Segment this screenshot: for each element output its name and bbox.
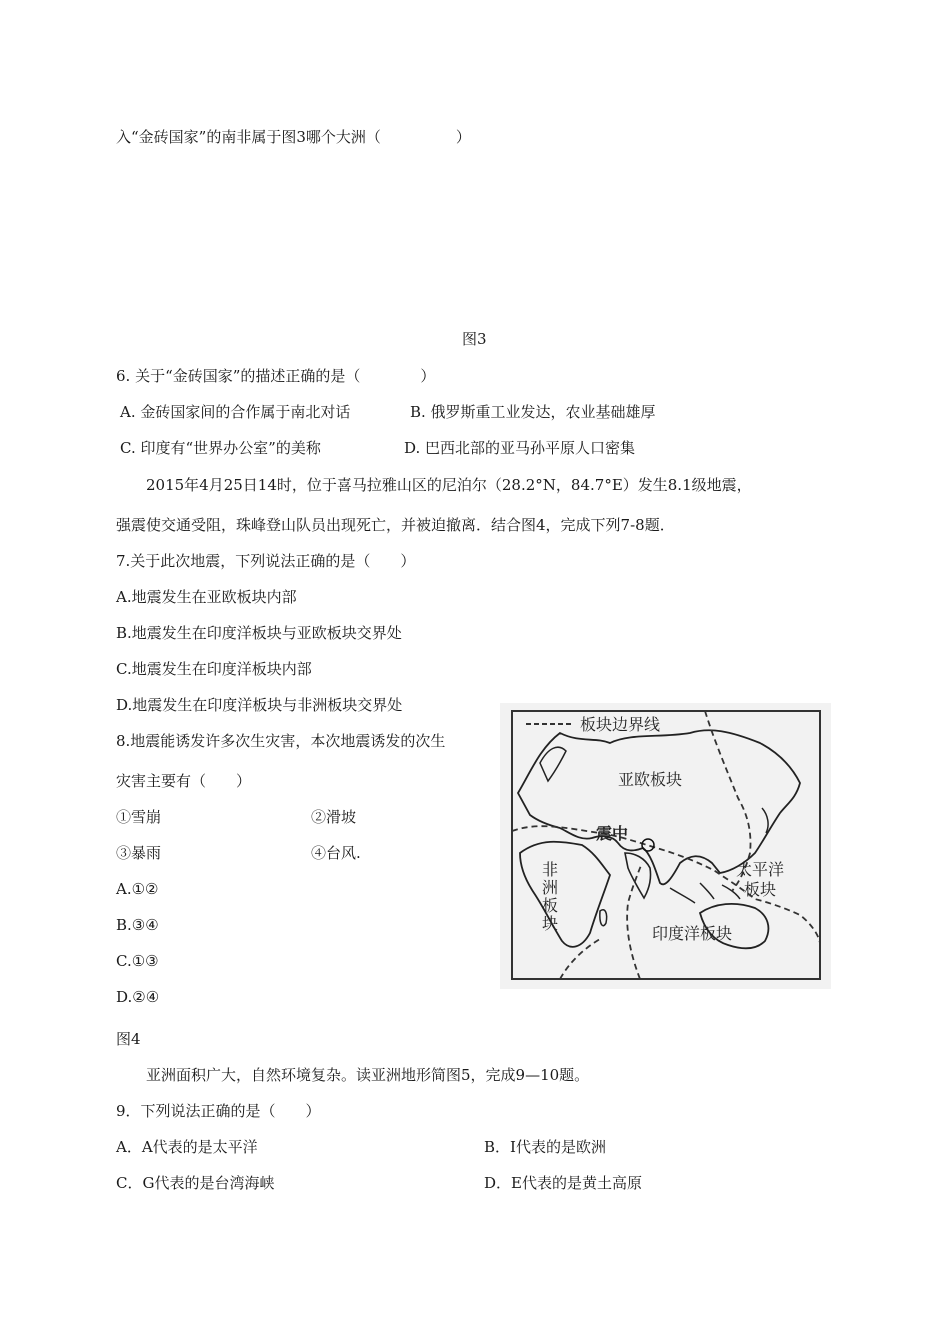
question-7-option-b: B.地震发生在印度洋板块与亚欧板块交界处 [116,624,402,642]
question-8-choice-3: ③暴雨 [116,844,162,862]
pacific-plate-label-line-2: 板块 [744,880,777,899]
question-6-option-b: B. 俄罗斯重工业发达，农业基础雄厚 [410,403,656,421]
question-8-choice-2: ②滑坡 [311,808,357,826]
intro-line: 入“金砖国家”的南非属于图3哪个大洲（ ） [116,128,471,146]
madagascar-outline [600,910,607,926]
question-9-option-d: D．E代表的是黄土高原 [484,1174,642,1192]
indian-ocean-plate-label: 印度洋板块 [652,924,733,943]
question-7-option-a: A.地震发生在亚欧板块内部 [116,588,297,606]
question-8-option-a: A.①② [116,880,159,898]
question-6-stem: 6. 关于“金砖国家”的描述正确的是（ ） [116,367,436,385]
asia-passage: 亚洲面积广大，自然环境复杂。读亚洲地形简图5，完成9—10题。 [146,1066,590,1084]
question-8-choice-1: ①雪崩 [116,808,162,826]
african-plate-label-char-3: 板 [542,896,559,915]
plate-boundary-map [500,703,831,989]
question-9-option-a: A．A代表的是太平洋 [116,1138,258,1156]
question-9-stem: 9．下列说法正确的是（ ） [116,1102,321,1120]
epicenter-marker [642,839,654,851]
question-6-option-d: D. 巴西北部的亚马孙平原人口密集 [404,439,636,457]
question-7-stem: 7.关于此次地震，下列说法正确的是（ ） [116,552,416,570]
question-7-option-c: C.地震发生在印度洋板块内部 [116,660,312,678]
question-8-choice-4: ④台风. [311,844,361,862]
scandinavia-outline [540,747,566,781]
question-8-option-b: B.③④ [116,916,159,934]
japan-outline [762,808,768,833]
eurasian-plate-label: 亚欧板块 [618,770,683,789]
earthquake-passage-line-1: 2015年4月25日14时，位于喜马拉雅山区的尼泊尔（28.2°N，84.7°E）发生8.1级地震， [146,476,752,494]
africa-outline [520,842,610,947]
question-7-option-d: D.地震发生在印度洋板块与非洲板块交界处 [116,696,403,714]
question-9-option-c: C．G代表的是台湾海峡 [116,1174,275,1192]
question-6-option-a: A. 金砖国家间的合作属于南北对话 [120,403,351,421]
question-8-option-c: C.①③ [116,952,159,970]
african-plate-label-char-4: 块 [542,914,559,933]
question-8-option-d: D.②④ [116,988,160,1006]
southeast-asia-islands [670,883,740,903]
african-plate-label-char-2: 洲 [542,878,559,897]
question-8-stem-line-1: 8.地震能诱发许多次生灾害，本次地震诱发的次生 [116,732,446,750]
india-outline [625,853,651,898]
african-plate-label-char-1: 非 [542,860,559,879]
question-6-option-c: C. 印度有“世界办公室”的美称 [120,439,321,457]
earthquake-passage-line-2: 强震使交通受阻，珠峰登山队员出现死亡，并被迫撤离．结合图4，完成下列7-8题． [116,516,675,534]
question-8-stem-line-2: 灾害主要有（ ） [116,772,252,790]
figure-4-caption: 图4 [116,1030,141,1048]
figure-3-caption: 图3 [462,330,487,348]
pacific-plate-label-line-1: 太平洋 [736,860,785,879]
epicenter-label: 震中 [596,824,629,843]
question-9-option-b: B．I代表的是欧洲 [484,1138,606,1156]
legend-label: 板块边界线 [580,715,661,734]
